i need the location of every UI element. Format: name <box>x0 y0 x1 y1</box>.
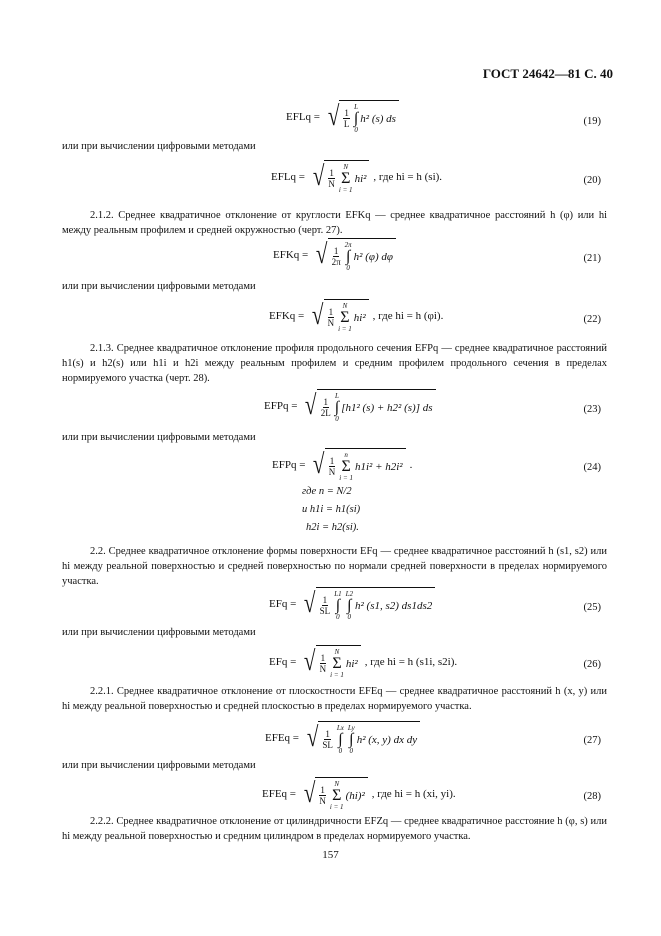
equation-24: EFPq = √ $\frac{1}{N}$ n Σ i = 1 h1i² + h2i² . <box>272 449 413 482</box>
equation-number: (27) <box>583 735 601 746</box>
sqrt-sign: √ $\frac{1}{N}$ N Σ i = 1 hi² <box>310 299 368 333</box>
fraction: $\frac{1}{2\pi}$ <box>331 246 341 267</box>
integral-sign: 2π ∫ 0 <box>344 241 352 272</box>
text-line: или при вычислении цифровыми методами <box>62 432 256 443</box>
equation-25: EFq = √ $\frac{1}{SL}$ L1 ∫ 0 L2 ∫ 0 h² (s1, s2) ds1ds2 <box>269 587 435 621</box>
sqrt-sign: √ $\frac{1}{N}$ N Σ i = 1 hi² <box>302 645 360 679</box>
where-line: и h1i = h1(si) <box>302 504 361 515</box>
eq-condition: , где hi = h (si). <box>373 171 443 183</box>
equation-number: (20) <box>583 175 601 186</box>
integral-sign: L1 ∫ 0 <box>334 590 342 621</box>
integral-sign: L ∫ 0 <box>353 103 359 134</box>
fraction: $\frac{1}{N}$ <box>328 456 336 477</box>
sum-sign: N Σ i = 1 <box>330 648 344 679</box>
text-line: или при вычислении цифровыми методами <box>62 141 256 152</box>
equation-21: EFKq = √ $\frac{1}{2\pi}$ 2π ∫ 0 h² (φ) dφ <box>273 238 396 272</box>
equation-number: (24) <box>583 462 601 473</box>
equation-22: EFKq = √ $\frac{1}{N}$ N Σ i = 1 hi² , где hi = h (φi). <box>269 300 444 333</box>
sqrt-sign: √ $\frac{1}{2\pi}$ 2π ∫ 0 h² (φ) dφ <box>314 238 396 272</box>
fraction: $\frac{1}{N}$ <box>319 785 326 806</box>
fraction: $\frac{1}{N}$ <box>327 307 335 328</box>
equation-number: (22) <box>583 314 601 325</box>
equation-number: (25) <box>583 602 601 613</box>
fraction: $\frac{1}{SL}$ <box>322 729 333 750</box>
equation-20 <box>271 160 442 194</box>
integral-sign: Ly ∫ 0 <box>347 724 355 755</box>
equation-23: EFPq = √ $\frac{1}{2L}$ L ∫ 0 [h1² (s) + h2² (s)] ds <box>264 389 436 423</box>
equation-number: (26) <box>583 659 601 670</box>
equation-number: (23) <box>583 404 601 415</box>
fraction: $\frac{1}{L}$ <box>343 108 350 129</box>
sqrt-sign: √ $\frac{1}{N}$ N Σ i = 1 (hi)² <box>302 777 368 811</box>
fraction: $\frac{1}{SL}$ <box>319 595 331 616</box>
sum-sign: N Σ i = 1 <box>329 780 344 811</box>
integral-sign: L ∫ 0 <box>334 392 340 423</box>
paragraph-2-2: 2.2. Среднее квадратичное отклонение формы поверхности EFq — среднее квадратичное расстояний h (s1, s2) или hi между реальной поверхностью и средней поверхностью по нормали средней поверхности в пределах нормируемого участка. <box>62 546 607 587</box>
sum-sign: N Σ i = 1 <box>338 163 353 194</box>
fraction: $\frac{1}{N}$ <box>319 653 327 674</box>
fraction: $\frac{1}{2L}$ <box>320 397 331 418</box>
equation-26: EFq = √ $\frac{1}{N}$ N Σ i = 1 hi² , где hi = h (s1i, s2i). <box>269 646 458 679</box>
eq-lhs: EFLq = <box>286 111 321 123</box>
paragraph-2-2-1: 2.2.1. Среднее квадратичное отклонение от плоскостности EFEq — среднее квадратичное расстояний h (x, y) или hi между реальной поверхностью и средней плоскостью в пределах нормируемого участка. <box>62 686 607 712</box>
equation-number: (19) <box>583 116 601 127</box>
sqrt-sign: √ $\frac{1}{SL}$ L1 ∫ 0 L2 ∫ 0 h² (s1, s2) ds1ds2 <box>302 587 435 621</box>
fraction: $\frac{1}{N}$ <box>328 168 335 189</box>
equation-number: (28) <box>583 791 601 802</box>
text-line: или при вычислении цифровыми методами <box>62 281 256 292</box>
sqrt-sign: √ $\frac{1}{N}$ N Σ i = 1 hi² <box>311 160 369 194</box>
paragraph-2-1-3: 2.1.3. Среднее квадратичное отклонение профиля продольного сечения EFPq — среднее квадратичное расстояний h1(s) и h2(s) или h1i и h2i между реальным профилем и средним профилем продольного сечения в пределах нормируемого участка (черт. 28). <box>62 343 607 384</box>
where-line: где n = N/2 <box>302 486 352 497</box>
eq-lhs: EFLq = <box>271 171 306 183</box>
integral-sign: L2 ∫ 0 <box>345 590 353 621</box>
integral-sign: Lx ∫ 0 <box>336 724 344 755</box>
text-line: или при вычислении цифровыми методами <box>62 627 256 638</box>
equation-27: EFEq = √ $\frac{1}{SL}$ Lx ∫ 0 Ly ∫ 0 h² (x, y) dx dy <box>265 721 420 755</box>
paragraph-2-1-2: 2.1.2. Среднее квадратичное отклонение от круглости EFKq — среднее квадратичное расстояний h (φ) или hi между реальным профилем и средней окружностью (черт. 27). <box>62 210 607 236</box>
equation-number: (21) <box>583 253 601 264</box>
sqrt-sign: √ $\frac{1}{N}$ n Σ i = 1 h1i² + h2i² <box>311 448 405 482</box>
integrand: h² (s) ds <box>360 112 396 125</box>
page-number: 157 <box>322 849 339 861</box>
equation-19 <box>286 100 399 134</box>
sqrt-sign: √ $\frac{1}{SL}$ Lx ∫ 0 Ly ∫ 0 h² (x, y) dx dy <box>305 721 420 755</box>
text-line: или при вычислении цифровыми методами <box>62 760 256 771</box>
sqrt-sign: √ $\frac{1}{L}$ L ∫ 0 h² (s) ds <box>326 100 399 134</box>
sqrt-sign: √ $\frac{1}{2L}$ L ∫ 0 [h1² (s) + h2² (s)] ds <box>303 389 435 423</box>
sum-sign: n Σ i = 1 <box>339 451 353 482</box>
sum-sign: N Σ i = 1 <box>338 302 352 333</box>
equation-28: EFEq = √ $\frac{1}{N}$ N Σ i = 1 (hi)² , где hi = h (xi, yi). <box>262 778 456 811</box>
page-header: ГОСТ 24642—81 С. 40 <box>482 66 613 81</box>
where-line: h2i = h2(si). <box>306 522 359 533</box>
paragraph-2-2-2: 2.2.2. Среднее квадратичное отклонение от цилиндричности EFZq — среднее квадратичное расстояние h (φ, s) или hi между реальной поверхностью и средним цилиндром в пределах нормируемого участка. <box>62 816 607 842</box>
